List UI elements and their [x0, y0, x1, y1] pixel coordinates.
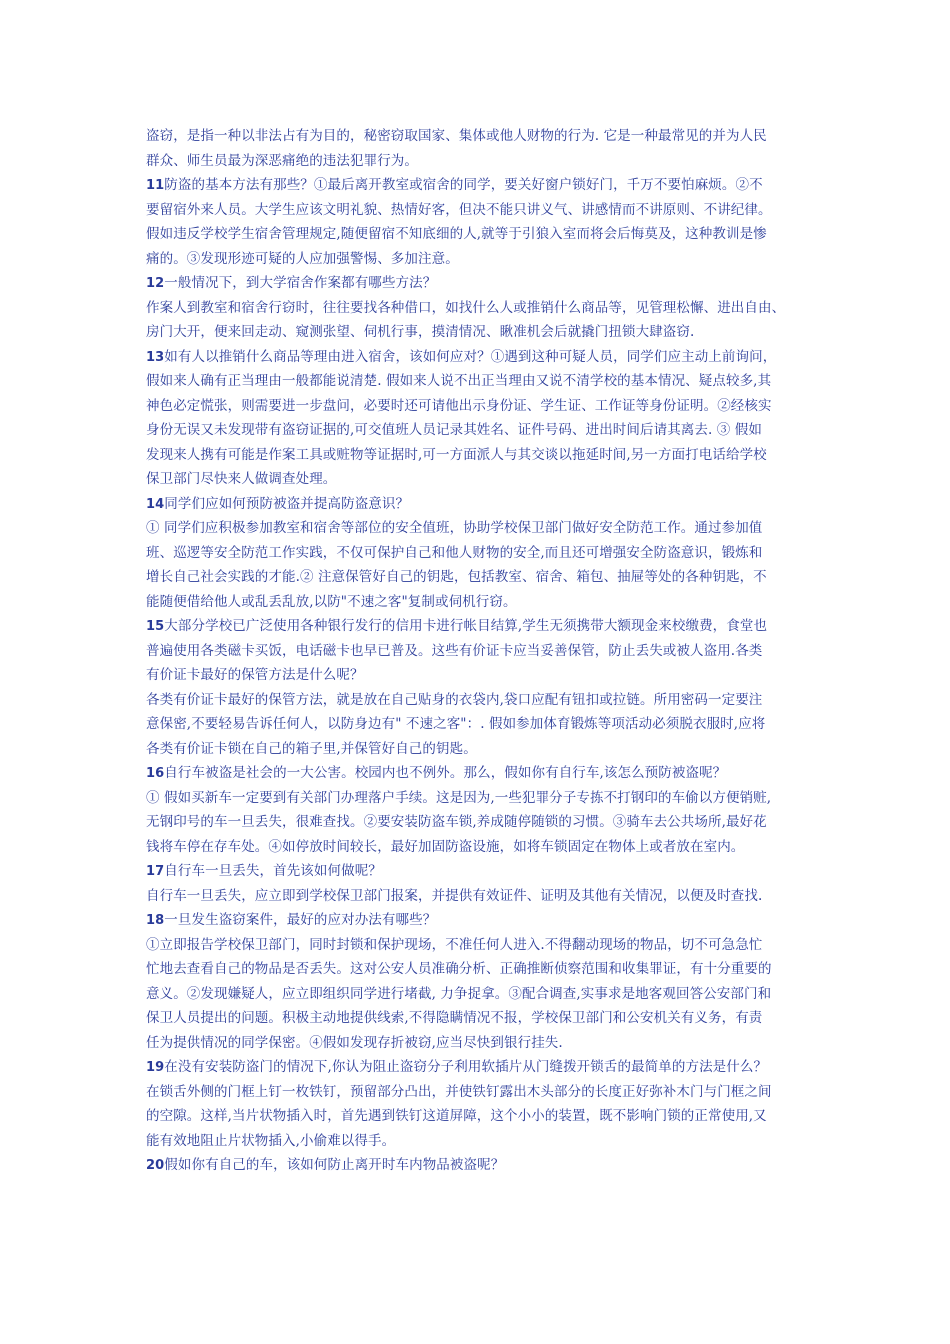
question-number: 16: [146, 766, 165, 781]
text-line: [146, 467, 818, 492]
text-line: [146, 663, 818, 688]
text-line: [146, 1104, 818, 1129]
text-line: [146, 198, 818, 223]
question-line: [146, 173, 818, 198]
line-text: 保卫部门尽快来人做调查处理。: [146, 471, 337, 487]
line-text: 钱将车停在存车处。④如停放时间较长，最好加固防盗设施，如将车锁固定在物体上或者放在室内。: [146, 838, 745, 855]
text-line: [146, 418, 818, 443]
line-text: 同学们应如何预防被盗并提高防盗意识？: [164, 495, 410, 512]
line-text: 保卫人员提出的问题。积极主动地提供线索,不得隐瞒情况不报，学校保卫部门和公安机关有义务，有责: [146, 1010, 763, 1026]
line-text: 大部分学校已广泛使用各种银行发行的信用卡进行帐目结算,学生无须携带大额现金来校缴费，食堂也: [164, 618, 768, 634]
line-text: 普遍使用各类磁卡买饭，电话磁卡也早已普及。这些有价证卡应当妥善保管，防止丢失或被人盗用.各类: [146, 642, 763, 659]
question-line: [146, 859, 818, 884]
text-line: [146, 737, 818, 762]
question-line: [146, 271, 818, 296]
text-line: [146, 247, 818, 272]
text-line: [146, 933, 818, 958]
line-text: 的空隙。这样,当片状物插入时，首先遇到铁钉这道屏障，这个小小的装置，既不影响门锁的正常使用,又: [146, 1108, 767, 1124]
line-text: 发现来人携有可能是作案工具或赃物等证据时,可一方面派人与其交谈以拖延时间,另一方面打电话给学校: [146, 446, 767, 463]
question-line: [146, 614, 818, 639]
line-text: 假如你有自己的车，该如何防止离开时车内物品被盗呢？: [164, 1157, 505, 1173]
line-text: 意保密,不要轻易告诉任何人，以防身边有" 不速之客"：. 假如参加体育锻炼等项活动必须脱衣服时,应将: [146, 716, 766, 732]
question-number: 15: [146, 619, 165, 634]
line-text: 在锁舌外侧的门框上钉一枚铁钉，预留部分凸出，并使铁钉露出木头部分的长度正好弥补木门与门框之间: [146, 1083, 772, 1100]
text-line: [146, 590, 818, 615]
text-line: [146, 124, 818, 149]
text-line: [146, 296, 818, 321]
line-text: 作案人到教室和宿舍行窃时，往往要找各种借口，如找什么人或推销什么商品等，见管理松懈、进出自由、: [146, 299, 786, 316]
line-text: 神色必定慌张，则需要进一步盘问，必要时还可请他出示身份证、学生证、工作证等身份证明。②经核实: [146, 397, 772, 414]
text-line: [146, 369, 818, 394]
text-line: [146, 394, 818, 419]
line-text: ①立即报告学校保卫部门，同时封锁和保护现场，不准任何人进入.不得翻动现场的物品，切不可急急忙: [146, 936, 763, 953]
text-line: [146, 786, 818, 811]
line-text: 痛的。③发现形迹可疑的人应加强警惕、多加注意。: [146, 250, 459, 267]
line-text: ① 假如买新车一定要到有关部门办理落户手续。这是因为,一些犯罪分子专拣不打钢印的车偷以方便销赃,: [146, 789, 772, 806]
text-line: [146, 1129, 818, 1154]
text-line: [146, 982, 818, 1007]
text-line: [146, 320, 818, 345]
question-number: 14: [146, 496, 165, 512]
text-line: [146, 810, 818, 835]
line-text: 增长自己社会实践的才能.② 注意保管好自己的钥匙，包括教室、宿舍、箱包、抽屉等处的各种钥匙，不: [146, 569, 767, 585]
line-text: 群众、师生员最为深恶痛绝的违法犯罪行为。: [146, 152, 418, 169]
line-text: 无钢印号的车一旦丢失，很难查找。②要安装防盗车锁,养成随停随锁的习惯。③骑车去公共场所,最好花: [146, 814, 767, 830]
line-text: 假如来人确有正当理由一般都能说清楚. 假如来人说不出正当理由又说不清学校的基本情况、疑点较多,其: [146, 373, 772, 389]
line-text: 防盗的基本方法有那些？①最后离开教室或宿舍的同学，要关好窗户锁好门，千万不要怕麻烦。②不: [164, 177, 763, 193]
line-text: 身份无误又未发现带有盗窃证据的,可交值班人员记录其姓名、证件号码、进出时间后请其离去. ③ 假如: [146, 422, 762, 438]
text-line: [146, 712, 818, 737]
question-number: 13: [146, 349, 165, 365]
line-text: 自行车被盗是社会的一大公害。校园内也不例外。那么，假如你有自行车,该怎么预防被盗呢？: [164, 765, 727, 781]
line-text: 盗窃，是指一种以非法占有为目的，秘密窃取国家、集体或他人财物的行为. 它是一种最常见的并为人民: [146, 128, 767, 144]
line-text: 一般情况下，到大学宿舍作案都有哪些方法？: [164, 275, 437, 291]
question-line: [146, 1153, 818, 1178]
line-text: 意义。②发现嫌疑人，应立即组织同学进行堵截, 力争捉拿。③配合调查,实事求是地客观回答公安部门和: [146, 985, 772, 1002]
line-text: 自行车一旦丢失，应立即到学校保卫部门报案，并提供有效证件、证明及其他有关情况，以便及时查找.: [146, 887, 763, 904]
line-text: 自行车一旦丢失，首先该如何做呢？: [164, 863, 382, 879]
line-text: 要留宿外来人员。大学生应该文明礼貌、热情好客，但决不能只讲义气、讲感情而不讲原则、不讲纪律。: [146, 201, 772, 218]
question-line: [146, 492, 818, 517]
text-line: [146, 1080, 818, 1105]
question-line: [146, 761, 818, 786]
line-text: 忙地去查看自己的物品是否丢失。这对公安人员准确分析、正确推断侦察范围和收集罪证，有十分重要的: [146, 961, 772, 977]
question-number: 18: [146, 913, 165, 928]
text-line: [146, 443, 818, 468]
text-line: [146, 1006, 818, 1031]
question-line: [146, 908, 818, 933]
line-text: 有价证卡最好的保管方法是什么呢？: [146, 667, 364, 683]
question-number: 19: [146, 1060, 165, 1075]
question-line: [146, 1055, 818, 1080]
line-text: 假如违反学校学生宿舍管理规定,随便留宿不知底细的人,就等于引狼入室而将会后悔莫及，这种教训是惨: [146, 226, 767, 242]
line-text: 房门大开，便来回走动、窥测张望、伺机行事，摸清情况、瞅准机会后就撬门扭锁大肆盗窃.: [146, 324, 695, 340]
line-text: 能有效地阻止片状物插入,小偷难以得手。: [146, 1132, 396, 1149]
line-text: 任为提供情况的同学保密。④假如发现存折被窃,应当尽快到银行挂失.: [146, 1034, 563, 1051]
line-text: 各类有价证卡锁在自己的箱子里,并保管好自己的钥匙。: [146, 740, 477, 757]
text-line: [146, 149, 818, 174]
text-line: [146, 565, 818, 590]
question-line: [146, 345, 818, 370]
text-line: [146, 222, 818, 247]
text-line: [146, 835, 818, 860]
line-text: 在没有安装防盗门的情况下,你认为阻止盗窃分子利用软插片从门缝拨开锁舌的最简单的方法是什么？: [164, 1059, 768, 1075]
question-number: 11: [146, 178, 165, 193]
text-line: [146, 541, 818, 566]
text-line: [146, 1031, 818, 1056]
question-number: 20: [146, 1158, 165, 1173]
question-number: 17: [146, 864, 165, 879]
line-text: 一旦发生盗窃案件，最好的应对办法有哪些？: [164, 912, 437, 928]
text-line: [146, 688, 818, 713]
line-text: 如有人以推销什么商品等理由进入宿舍，该如何应对？①遇到这种可疑人员，同学们应主动上前询问，: [164, 348, 777, 365]
text-line: [146, 884, 818, 909]
document-body: [146, 124, 818, 1178]
line-text: ① 同学们应积极参加教室和宿舍等部位的安全值班，协助学校保卫部门做好安全防范工作。通过参加值: [146, 520, 763, 536]
text-line: [146, 639, 818, 664]
text-line: [146, 957, 818, 982]
line-text: 各类有价证卡最好的保管方法，就是放在自己贴身的衣袋内,袋口应配有钮扣或拉链。所用密码一定要注: [146, 691, 763, 708]
line-text: 班、巡逻等安全防范工作实践，不仅可保护自己和他人财物的安全,而且还可增强安全防盗意识，锻炼和: [146, 544, 763, 561]
text-line: [146, 516, 818, 541]
question-number: 12: [146, 276, 165, 291]
line-text: 能随便借给他人或乱丢乱放,以防"不速之客"复制或伺机行窃。: [146, 593, 517, 610]
